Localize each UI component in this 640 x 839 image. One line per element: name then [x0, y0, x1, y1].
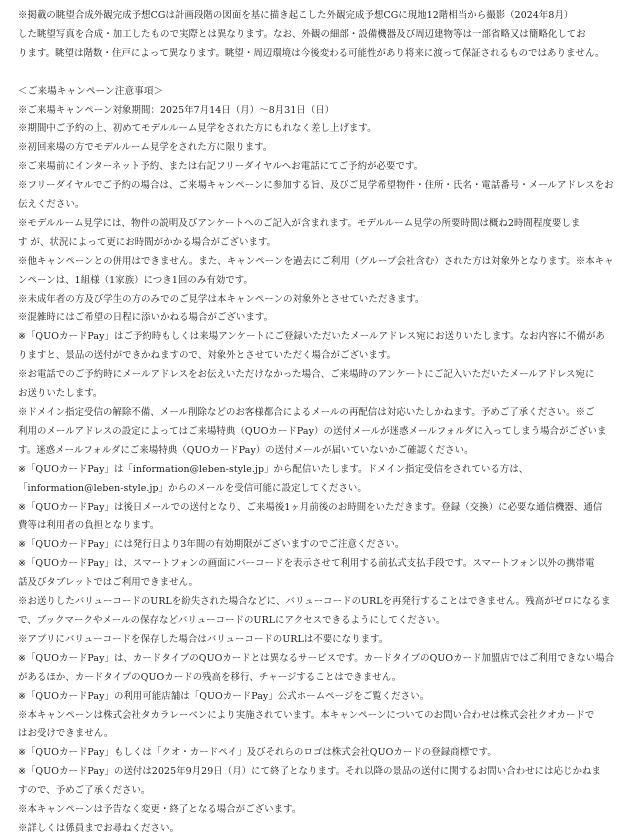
campaign-note-line: 費等は利用者の負担となります。: [18, 520, 160, 532]
campaign-note-line: ※アプリにバリューコードを保存した場合はバリューコードのURLは不要になります。: [18, 633, 389, 645]
campaign-note-line: ※「QUOカードPay」には発行日より3年間の有効期限がございますのでご注意ください。: [18, 539, 405, 551]
campaign-note-line: ※混雑時にはご希望の日程に添いかねる場合がございます。: [18, 312, 274, 324]
disclaimer-line: ※掲載の眺望合成外観完成予想CGは計画段階の図面を基に描き起こした外観完成予想CGに現地12階相当から撮影（2024年8月）: [18, 10, 574, 21]
campaign-note-line: す。迷惑メールフォルダにご来場特典（QUOカードPay）の送付メールが届いていないかご確認ください。: [18, 444, 474, 456]
campaign-note-line: ※未成年者の方及び学生の方のみでのご見学は本キャンペーンの対象外とさせていただきます。: [18, 293, 425, 305]
campaign-note-line: す が、状況によって更にお時間がかかる場合がございます。: [18, 236, 277, 248]
view-cg-disclaimer: [18, 7, 626, 64]
campaign-note-line: すので、予めご了承ください。: [18, 785, 151, 797]
campaign-notes-heading: ＜ご来場キャンペーン注意事項＞: [18, 85, 164, 97]
campaign-note-line: 話及びタブレットではご利用できません。: [18, 577, 199, 589]
campaign-note-line: ※「QUOカードPay」は、カードタイプのQUOカードとは異なるサービスです。カードタイプのQUOカード加盟店ではご利用できない場合: [18, 652, 615, 664]
campaign-note-line: で、ブックマークやメールの保存などバリューコードのURLにアクセスできるようにしてください。: [18, 614, 446, 626]
campaign-note-line: ※ドメイン指定受信の解除不備、メール削除などのお客様都合によるメールの再配信は対応いたしかねます。予めご了承ください。※ご: [18, 407, 595, 419]
campaign-note-line: ※本キャンペーンは株式会社タカラレーベンにより実施されています。本キャンペーンについてのお問い合わせは株式会社クオカードで: [18, 709, 595, 721]
campaign-note-line: お送りいたします。: [18, 388, 103, 400]
campaign-note-line: ※モデルルーム見学には、物件の説明及びアンケートへのご記入が含まれます。モデルルーム見学の所要時間は概ね2時間程度要しま: [18, 217, 581, 229]
campaign-note-line: ※フリーダイヤルでご予約の場合は、ご来場キャンペーンに参加する旨、及びご見学希望物件・住所・氏名・電話番号・メールアドレスをお: [18, 180, 614, 192]
campaign-note-line: 利用のメールアドレスの設定によってはご来場特典（QUOカードPay）の送付メールが迷惑メールフォルダに入ってしまう場合がございま: [18, 425, 607, 437]
campaign-note-line: ※期間中ご予約の上、初めてモデルルーム見学をされた方にもれなく差し上げます。: [18, 123, 377, 135]
campaign-note-line: ※本キャンペーンは予告なく変更・終了となる場合がございます。: [18, 804, 302, 816]
campaign-note-line: ※ご来場キャンペーン対象期間：2025年7月14日（月）～8月31日（日）: [18, 104, 335, 116]
campaign-note-line: ※お送りしたバリューコードのURLを紛失された場合などに、バリューコードのURLを再発行することはできません。残高がゼロになるま: [18, 596, 611, 608]
campaign-notes: [18, 83, 626, 839]
campaign-note-line: ※初回来場の方でモデルルーム見学をされた方に限ります。: [18, 142, 273, 154]
campaign-note-line: ※「QUOカードPay」は後日メールでの送付となり、ご来場後1ヶ月前後のお時間をいただきます。登録（交換）に必要な通信機器、通信: [18, 501, 603, 513]
campaign-note-line: ※詳しくは係員までお尋ねください。: [18, 822, 180, 834]
campaign-note-line: ※「QUOカードPay」はご予約時もしくは来場アンケートにご登録いただいたメールアドレス宛にお送りいたします。なお内容に不備があ: [18, 331, 605, 343]
campaign-note-line: ※「QUOカードPay」は、スマートフォンの画面にバーコードを表示させて利用する前払式支払手段です。スマートフォン以外の携帯電: [18, 558, 595, 570]
campaign-note-line: ※お電話でのご予約時にメールアドレスをお伝えいただけなかった場合、ご来場時のアンケートにご記入いただいたメールアドレス宛に: [18, 369, 595, 381]
campaign-note-line: ※「QUOカードPay」もしくは「クオ・カードペイ」及びそれらのロゴは株式会社QUOカードの登録商標です。: [18, 747, 497, 759]
campaign-note-line: ※「QUOカードPay」の送付は2025年9月29日（月）にて終了となります。それ以降の景品の送付に関するお問い合わせには応じかねま: [18, 766, 602, 778]
campaign-note-line: ※他キャンペーンとの併用はできません。また、キャンペーンを過去にご利用（グループ会社含む）された方は対象外となります。※本キャ: [18, 255, 614, 267]
campaign-note-line: りますと、景品の送付ができかねますので、対象外とさせていただく場合がございます。: [18, 350, 397, 362]
campaign-note-line: 伝えください。: [18, 199, 85, 211]
campaign-note-line: ンペーンは、1組様（1家族）につき1回のみ有効です。: [18, 274, 253, 286]
campaign-note-line: ※ご来場前にインターネット予約、または右記フリーダイヤルへお電話にてご予約が必要です。: [18, 161, 424, 173]
campaign-note-line: があるほか、カードタイプのQUOカードの残高を移行、チャージすることはできません。: [18, 671, 402, 683]
campaign-note-line: 「information@leben-style.jp」からのメールを受信可能に設定してください。: [18, 482, 367, 494]
campaign-note-line: ※「QUOカードPay」は「information@leben-style.jp」から配信いたします。ドメイン指定受信をされている方は、: [18, 463, 529, 475]
disclaimer-line: した眺望写真を合成・加工したもので実際とは異なります。なお、外観の細部・設備機器及び周辺建物等は一部省略又は簡略化してお: [18, 28, 586, 40]
disclaimer-line: ります。眺望は階数・住戸によって異なります。眺望・周辺環境は今後変わる可能性があり将来に渡って保証されるものではありません。: [18, 47, 605, 59]
campaign-note-line: はお受けできません。: [18, 728, 114, 740]
campaign-note-line: ※「QUOカードPay」の利用可能店舗は「QUOカードPay」公式ホームページをご覧ください。: [18, 690, 430, 702]
